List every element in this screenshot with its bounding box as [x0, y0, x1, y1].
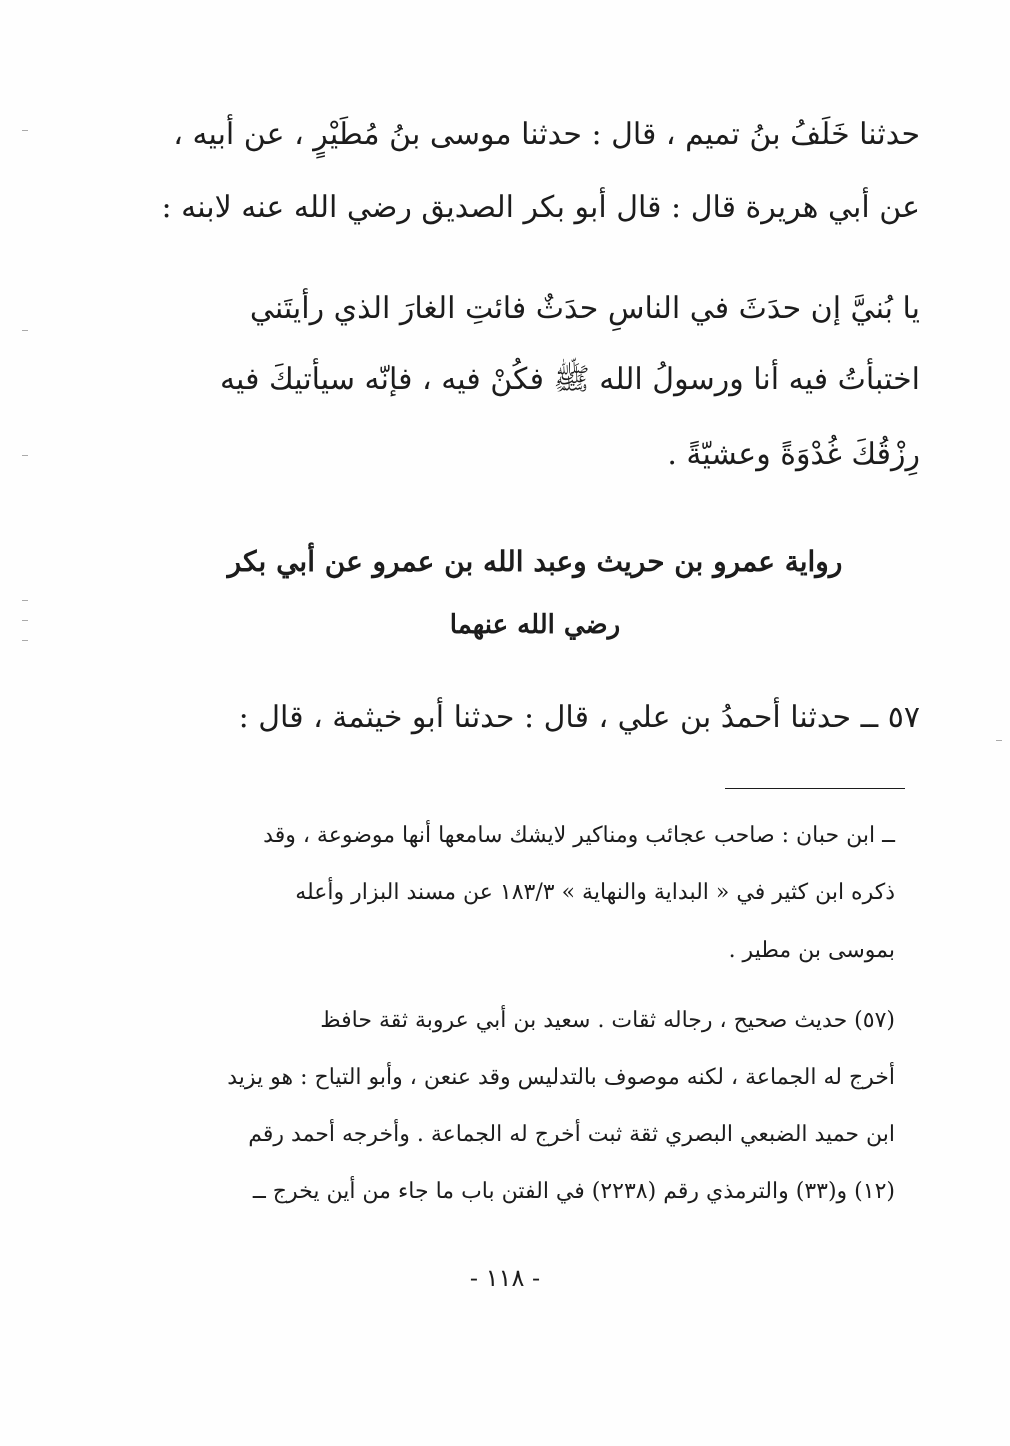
margin-mark: [22, 620, 28, 621]
poem-line-3: رِزْقُكَ غُدْوَةً وعشيّةً .: [667, 437, 920, 472]
footnote-57-line-4: (١٢) و(٣٣) والترمذي رقم (٢٢٣٨) في الفتن باب ما جاء من أين يخرج ــ: [252, 1179, 895, 1204]
margin-mark: [22, 455, 28, 456]
poem-line-1: يا بُنيَّ إن حدَثَ في الناسِ حدَثٌ فائتِ الغارَ الذي رأيتَني: [249, 291, 920, 326]
main-text-line-2: عن أبي هريرة قال : قال أبو بكر الصديق رضي الله عنه لابنه :: [161, 190, 920, 225]
hadith-57-opening: ٥٧ ــ حدثنا أحمدُ بن علي ، قال : حدثنا أبو خيثمة ، قال :: [238, 700, 920, 735]
footnote-57-line-1: (٥٧) حديث صحيح ، رجاله ثقات . سعيد بن أبي عروبة ثقة حافظ: [320, 1008, 895, 1033]
margin-mark: [22, 130, 28, 131]
page-number: - ١١٨ -: [469, 1264, 541, 1292]
poem-line-2: اختبأتُ فيه أنا ورسولُ الله ﷺ فكُنْ فيه ، فإنّه سيأتيكَ فيه: [219, 362, 920, 397]
margin-mark: [22, 640, 28, 641]
margin-mark: [22, 330, 28, 331]
margin-mark: [996, 740, 1002, 741]
footnote-continued-line-3: بموسى بن مطير .: [728, 938, 895, 963]
section-heading: رواية عمرو بن حريث وعبد الله بن عمرو عن أبي بكر: [227, 545, 843, 578]
footnote-continued-line-2: ذكره ابن كثير في « البداية والنهاية » ١٨٣/٣ عن مسند البزار وأعله: [295, 880, 895, 905]
footnote-57-line-3: ابن حميد الضبعي البصري ثقة ثبت أخرج له الجماعة . وأخرجه أحمد رقم: [248, 1122, 895, 1147]
footnote-57-line-2: أخرج له الجماعة ، لكنه موصوف بالتدليس وقد عنعن ، وأبو التياح : هو يزيد: [227, 1065, 895, 1090]
section-heading-subtitle: رضي الله عنهما: [449, 610, 621, 640]
footnote-continued-line-1: ــ ابن حبان : صاحب عجائب ومناكير لايشك سامعها أنها موضوعة ، وقد: [263, 823, 895, 848]
footnote-separator: [725, 788, 905, 789]
main-text-line-1: حدثنا خَلَفُ بنُ تميم ، قال : حدثنا موسى بنُ مُطَيْرٍ ، عن أبيه ،: [173, 117, 920, 152]
margin-mark: [22, 600, 28, 601]
